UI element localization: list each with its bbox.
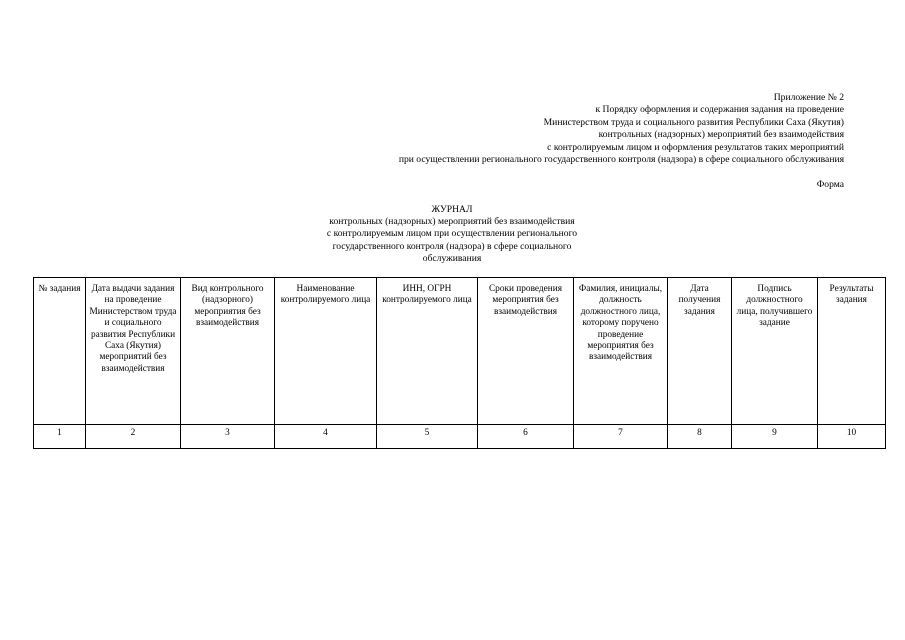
table-header-row — [34, 278, 886, 425]
column-number-cell: 10 — [818, 425, 886, 449]
column-number-cell: 5 — [377, 425, 478, 449]
journal-table — [33, 277, 886, 449]
header-receipt-date: Дата получения задания — [668, 278, 732, 425]
journal-heading — [282, 204, 622, 265]
column-number-cell: 1 — [34, 425, 86, 449]
appendix-header — [284, 92, 844, 166]
appendix-line: при осуществлении регионального государственного контроля (надзора) в сфере социального обслуживания — [398, 154, 844, 166]
appendix-line: Приложение № 2 — [773, 92, 844, 103]
column-number-cell: 8 — [668, 425, 732, 449]
column-number-cell: 3 — [181, 425, 275, 449]
journal-subtitle-line: контрольных (надзорных) мероприятий без взаимодействия — [329, 216, 575, 228]
form-label: Форма — [816, 179, 844, 190]
appendix-line: контрольных (надзорных) мероприятий без взаимодействия — [598, 129, 844, 141]
column-number-cell: 4 — [275, 425, 377, 449]
column-number-cell: 7 — [574, 425, 668, 449]
appendix-line: с контролируемым лицом и оформления результатов таких мероприятий — [547, 141, 844, 153]
column-number-cell: 9 — [732, 425, 818, 449]
header-controlled-entity-name: Наименование контролируемого лица — [275, 278, 377, 425]
header-official-signature: Подпись должностного лица, получившего задание — [732, 278, 818, 425]
header-task-results: Результаты задания — [818, 278, 886, 425]
header-task-number: № задания — [34, 278, 86, 425]
journal-subtitle-line: государственного контроля (надзора) в сфере социального — [332, 240, 572, 252]
journal-subtitle-line: с контролируемым лицом при осуществлении регионального — [326, 228, 578, 240]
table-number-row — [34, 425, 886, 449]
journal-subtitle-line: обслуживания — [422, 252, 482, 264]
journal-title: ЖУРНАЛ — [431, 204, 473, 215]
column-number-cell: 6 — [478, 425, 574, 449]
header-event-type: Вид контрольного (надзорного) мероприятия без взаимодействия — [181, 278, 275, 425]
header-inn-ogrn: ИНН, ОГРН контролируемого лица — [377, 278, 478, 425]
appendix-line: к Порядку оформления и содержания задания на проведение — [595, 104, 844, 116]
header-issue-date: Дата выдачи задания на проведение Министерством труда и социального развития Республики Саха (Якутия) мероприятий без взаимодействия — [86, 278, 181, 425]
header-responsible-official: Фамилия, инициалы, должность должностного лица, которому поручено проведение мероприятия без взаимодействия — [574, 278, 668, 425]
header-event-terms: Сроки проведения мероприятия без взаимодействия — [478, 278, 574, 425]
appendix-line: Министерством труда и социального развития Республики Саха (Якутия) — [543, 116, 844, 128]
column-number-cell: 2 — [86, 425, 181, 449]
